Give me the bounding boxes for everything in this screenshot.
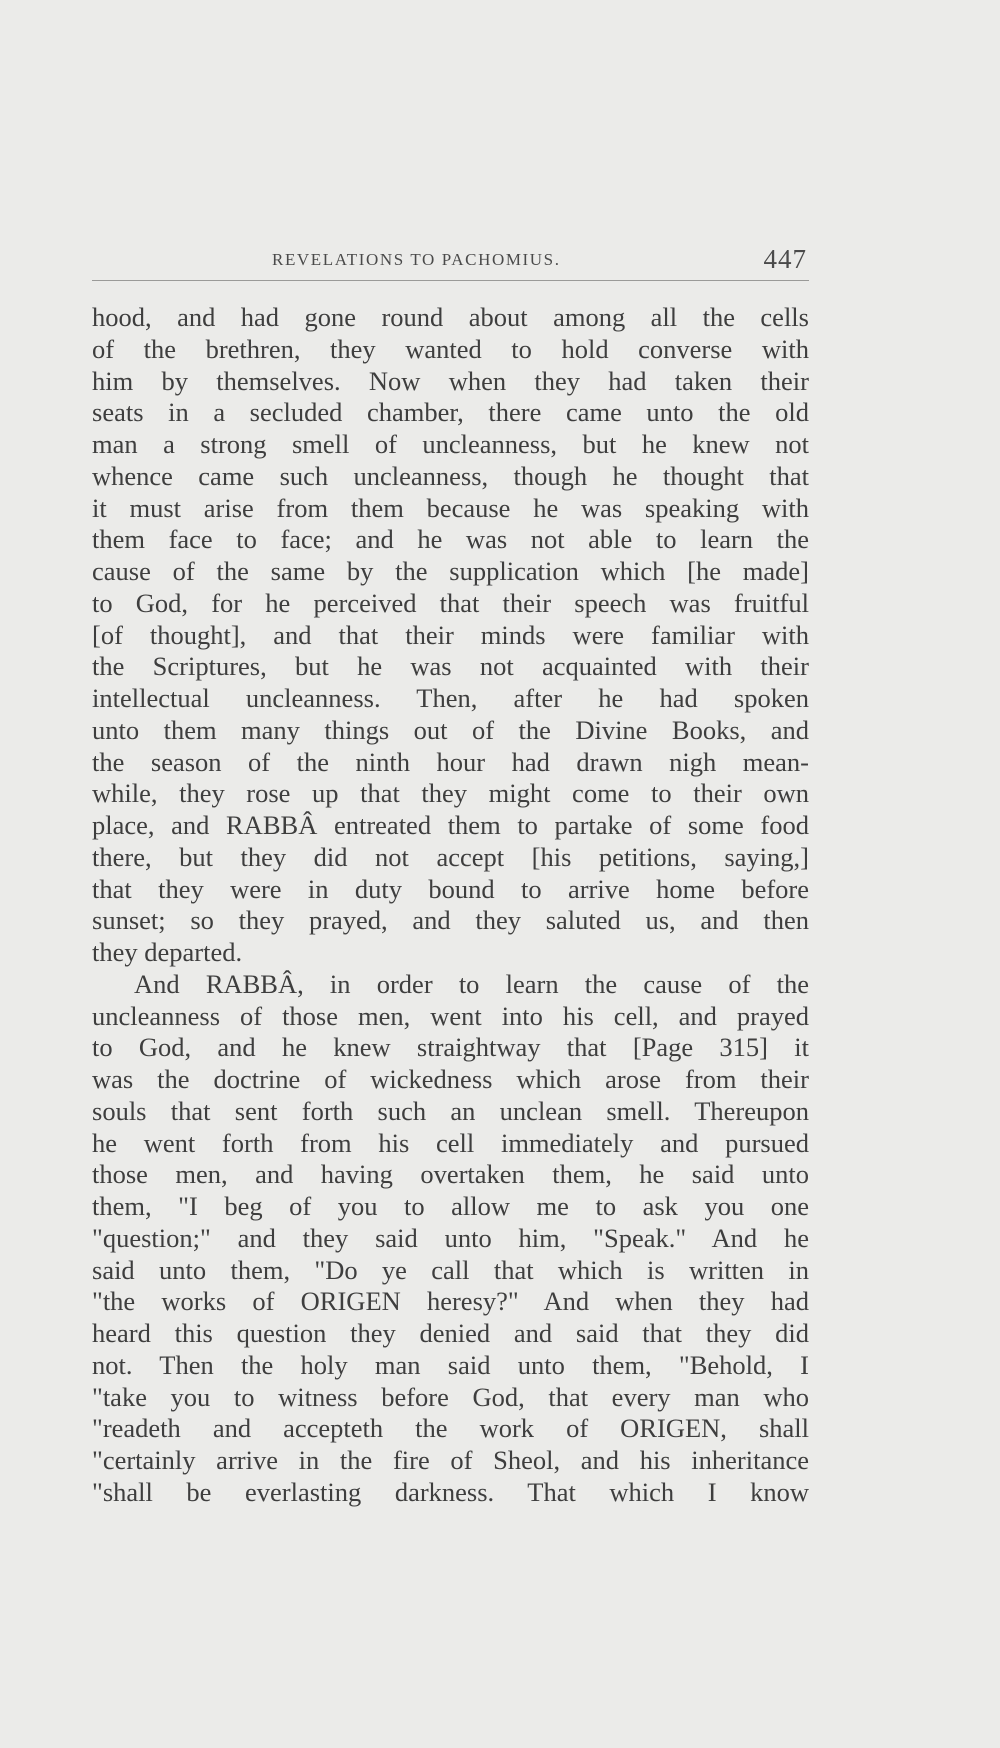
text-line: there, but they did not accept [his petitions, saying,] <box>92 841 809 872</box>
text-line: the season of the ninth hour had drawn nigh mean- <box>92 746 809 777</box>
text-line: seats in a secluded chamber, there came unto the old <box>92 397 809 428</box>
text-line: to God, for he perceived that their speech was fruitful <box>92 587 809 618</box>
text-line: sunset; so they prayed, and they saluted us, and then <box>92 905 809 936</box>
text-line: he went forth from his cell immediately and pursued <box>92 1127 809 1158</box>
page-number: 447 <box>763 244 807 274</box>
text-line: that they were in duty bound to arrive home before <box>92 873 809 904</box>
text-line: "readeth and accepteth the work of ORIGEN, shall <box>92 1413 809 1444</box>
text-line: those men, and having overtaken them, he said unto <box>92 1159 809 1190</box>
text-line: unto them many things out of the Divine Books, and <box>92 714 809 745</box>
text-line: them face to face; and he was not able to learn the <box>92 524 809 555</box>
text-line: man a strong smell of uncleanness, but he knew not <box>92 429 809 459</box>
text-line: while, they rose up that they might come to their own <box>92 778 809 809</box>
text-line: it must arise from them because he was speaking with <box>92 492 809 523</box>
text-line: to God, and he knew straightway that [Page 315] it <box>92 1032 809 1063</box>
text-line: "take you to witness before God, that every man who <box>92 1381 809 1412</box>
text-line: cause of the same by the supplication which [he made] <box>92 556 809 586</box>
text-line: [of thought], and that their minds were familiar with <box>92 619 809 650</box>
text-line: intellectual uncleanness. Then, after he had spoken <box>92 683 809 713</box>
text-line: "certainly arrive in the fire of Sheol, and his inheritance <box>92 1445 809 1475</box>
paragraph-end-line: they departed. <box>92 937 243 967</box>
body-text <box>92 302 809 1509</box>
text-line: souls that sent forth such an unclean smell. Thereupon <box>92 1095 809 1126</box>
text-line: said unto them, "Do ye call that which is written in <box>92 1254 809 1285</box>
text-line: was the doctrine of wickedness which arose from their <box>92 1064 809 1094</box>
text-line: hood, and had gone round about among all the cells <box>92 302 809 332</box>
text-line: heard this question they denied and said that they did <box>92 1318 809 1348</box>
text-line: them, "I beg of you to allow me to ask you one <box>92 1191 809 1221</box>
running-title: REVELATIONS TO PACHOMIUS. <box>272 250 561 269</box>
paragraph-start-line: And RABBÂ, in order to learn the cause of the <box>134 968 809 999</box>
text-line: "the works of ORIGEN heresy?" And when they had <box>92 1286 809 1317</box>
text-line: "question;" and they said unto him, "Speak." And he <box>92 1222 809 1253</box>
text-line: place, and RABBÂ entreated them to partake of some food <box>92 810 809 840</box>
text-line: the Scriptures, but he was not acquainted with their <box>92 651 809 682</box>
running-head <box>92 246 809 281</box>
text-line: of the brethren, they wanted to hold converse with <box>92 333 809 364</box>
text-line: not. Then the holy man said unto them, "Behold, I <box>92 1349 809 1380</box>
text-line: whence came such uncleanness, though he thought that <box>92 460 809 491</box>
text-line: him by themselves. Now when they had taken their <box>92 365 809 396</box>
text-line: "shall be everlasting darkness. That which I know <box>92 1476 809 1507</box>
text-line: uncleanness of those men, went into his cell, and prayed <box>92 1000 809 1031</box>
